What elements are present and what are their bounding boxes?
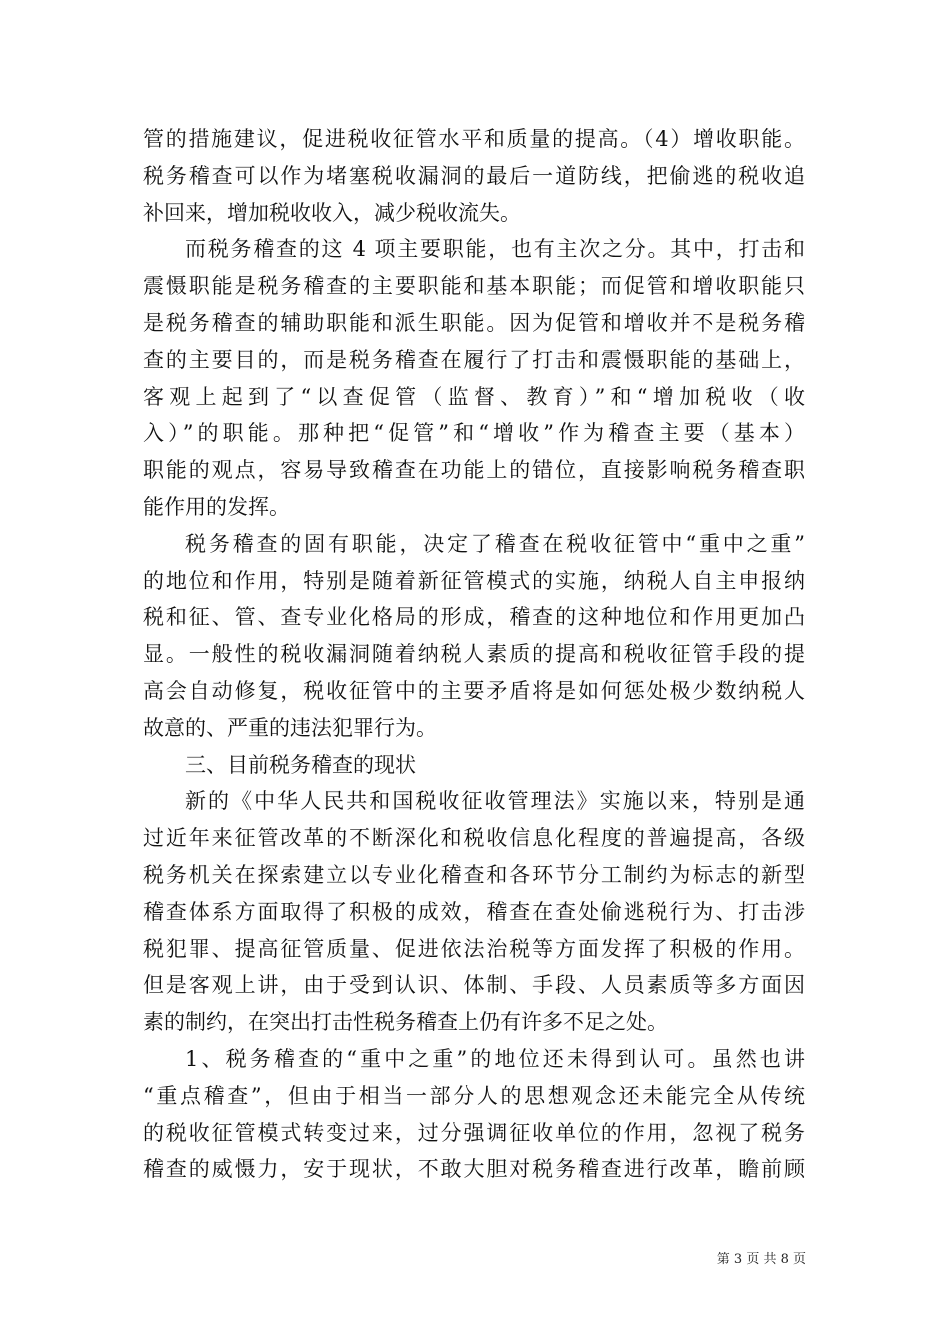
text-line: 税犯罪、提高征管质量、促进依法治税等方面发挥了积极的作用。 (143, 936, 805, 961)
text-line: 管的措施建议，促进税收征管水平和质量的提高。（4）增收职能。 (143, 127, 805, 151)
text-line: 而税务稽查的这 4 项主要职能，也有主次之分。其中，打击和 (185, 237, 805, 262)
text-line: 稽查体系方面取得了积极的成效，稽查在查处偷逃税行为、打击涉 (143, 899, 805, 924)
text-line: 1、税务稽查的“重中之重”的地位还未得到认可。虽然也讲 (185, 1046, 805, 1071)
text-line: 三、目前税务稽查的现状 (185, 752, 416, 777)
text-line: 能作用的发挥。 (143, 494, 290, 519)
text-line: 是税务稽查的辅助职能和派生职能。因为促管和增收并不是税务稽 (143, 310, 805, 335)
text-line: 高会自动修复，税收征管中的主要矛盾将是如何惩处极少数纳税人 (143, 678, 805, 703)
text-line: 故意的、严重的违法犯罪行为。 (143, 715, 437, 740)
text-line: 税和征、管、查专业化格局的形成，稽查的这种地位和作用更加凸 (143, 605, 805, 630)
text-line: 稽查的威慑力，安于现状，不敢大胆对税务稽查进行改革，瞻前顾 (143, 1157, 805, 1182)
text-line: 税务机关在探索建立以专业化稽查和各环节分工制约为标志的新型 (143, 862, 805, 887)
text-line: 客观上起到了“以查促管（监督、教育）”和“增加税收（收 (143, 384, 805, 409)
text-line: 的地位和作用，特别是随着新征管模式的实施，纳税人自主申报纳 (143, 568, 805, 593)
page-footer: 第 3 页 共 8 页 (716, 1252, 806, 1267)
text-line: 震慑职能是税务稽查的主要职能和基本职能；而促管和增收职能只 (143, 274, 805, 299)
text-line: 的税收征管模式转变过来，过分强调征收单位的作用，忽视了税务 (143, 1120, 805, 1145)
document-body (143, 121, 805, 1188)
text-line: “重点稽查”，但由于相当一部分人的思想观念还未能完全从传统 (143, 1083, 805, 1108)
text-line: 税务稽查可以作为堵塞税收漏洞的最后一道防线，把偷逃的税收追 (143, 163, 805, 188)
text-line: 职能的观点，容易导致稽查在功能上的错位，直接影响税务稽查职 (143, 458, 805, 483)
text-line: 补回来，增加税收收入，减少税收流失。 (143, 200, 521, 225)
text-line: 素的制约，在突出打击性税务稽查上仍有许多不足之处。 (143, 1010, 668, 1035)
text-line: 新的《中华人民共和国税收征收管理法》实施以来，特别是通 (185, 789, 805, 814)
text-line: 过近年来征管改革的不断深化和税收信息化程度的普遍提高，各级 (143, 826, 805, 851)
text-line: 查的主要目的，而是税务稽查在履行了打击和震慑职能的基础上， (143, 347, 805, 372)
text-line: 但是客观上讲，由于受到认识、体制、手段、人员素质等多方面因 (143, 973, 805, 998)
text-line: 入）”的职能。那种把“促管”和“增收”作为稽查主要（基本） (143, 421, 805, 446)
text-line: 税务稽查的固有职能，决定了稽查在税收征管中“重中之重” (185, 531, 805, 556)
text-line: 显。一般性的税收漏洞随着纳税人素质的提高和税收征管手段的提 (143, 642, 805, 667)
